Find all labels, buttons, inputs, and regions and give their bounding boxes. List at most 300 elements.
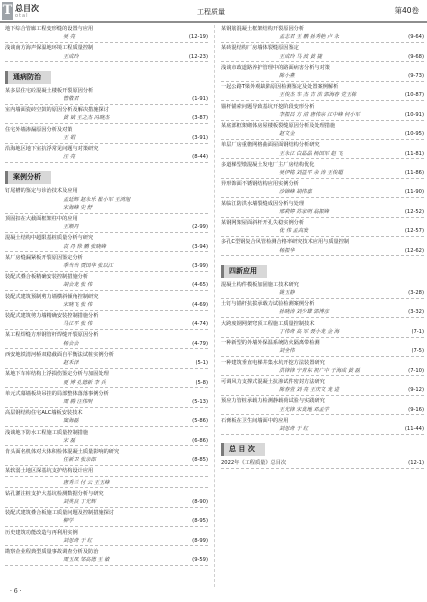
toc-entry (221, 359, 424, 375)
entry-separator (5, 329, 208, 330)
entry-authors-text: 周玉凤 邹高德 王 敏 (63, 557, 110, 564)
entry-authors-text: 夏 博 孔德新 李 兵 (63, 379, 106, 386)
entry-title-text: 高层钢结构住宅ALC墙板安装技术 (5, 410, 83, 417)
entry-separator (221, 468, 424, 469)
toc-entry (221, 83, 424, 99)
entry-separator (221, 100, 424, 101)
entry-title-text: 可调风力支撑式混凝土抗渗试件密封方法研究 (221, 378, 325, 385)
entry-page: (8-95) (192, 518, 208, 525)
toc-entry (5, 479, 208, 487)
entry-title (221, 378, 424, 386)
entry-authors (221, 386, 424, 394)
entry-title-text: 单元式幕墙板块吊挂的局部整体落落事例分析 (5, 390, 109, 397)
entry-page: (12-52) (404, 208, 424, 215)
column-divider (214, 25, 215, 587)
entry-separator (5, 476, 208, 477)
entry-page: (12-62) (404, 247, 424, 254)
entry-title (5, 126, 208, 134)
entry-authors (5, 537, 208, 545)
entry-page: (8-44) (192, 154, 208, 161)
toc-entry (5, 106, 208, 122)
entry-authors-text: 唐秀兰 付 云 王玉峰 (63, 479, 110, 486)
entry-title-text: 一种新型的外墙外保温系统防火隔离带检测 (221, 340, 320, 347)
entry-title (5, 448, 208, 456)
entry-title-text: 大跨度钢网架穹顶工程施工质量控制技术 (221, 320, 315, 327)
entry-separator (221, 61, 424, 62)
entry-authors (221, 130, 424, 138)
entry-authors (5, 281, 208, 289)
entry-title-text: 钻孔灌注桩支护大基坑检测数据分析与研究 (5, 490, 104, 497)
toc-entry (221, 219, 424, 235)
entry-title-text: 浅谈市政道路养护管理中的路面病害分析与对策 (221, 64, 330, 71)
entry-separator (5, 290, 208, 291)
entry-separator (5, 487, 208, 488)
entry-authors-text: 汪 亮 (63, 154, 76, 161)
entry-title (221, 397, 424, 405)
entry-separator (5, 565, 208, 566)
entry-authors (5, 114, 208, 122)
entry-page: (7-5) (411, 348, 424, 355)
toc-entry (221, 44, 424, 60)
entry-title-text: 单层厂房重檐网格曲面屋面钢结构分析研究 (221, 142, 320, 149)
entry-authors: 孟廷辉 赵永乐 崔小军 王鸿旭 (63, 196, 131, 203)
entry-separator (5, 61, 208, 62)
entry-authors (221, 406, 424, 414)
toc-entry (5, 187, 208, 212)
entry-authors (5, 223, 208, 231)
entry-title (221, 459, 424, 467)
entry-separator (5, 104, 208, 105)
entry-page: (11-90) (404, 189, 424, 196)
entry-separator (221, 337, 424, 338)
entry-authors (5, 53, 208, 61)
entry-separator (221, 255, 424, 256)
entry-page: (6-86) (192, 437, 208, 444)
toc-entry (5, 25, 208, 41)
entry-title (5, 44, 208, 52)
toc-entry (221, 300, 424, 316)
entry-authors (221, 247, 424, 255)
toc-entry (221, 378, 424, 394)
entry-title (5, 490, 208, 498)
section-heading: 总 目 次 (221, 443, 265, 456)
left-column (5, 25, 208, 567)
entry-title (5, 234, 208, 242)
entry-authors (5, 517, 208, 525)
entry-authors-text: 沙锦峰 胡伟嘉 (279, 189, 312, 196)
total-logo-icon: T (2, 3, 13, 18)
entry-authors-text: 管敬君 (63, 96, 79, 103)
entry-separator (5, 426, 208, 427)
entry-authors (221, 425, 424, 433)
entry-authors (221, 188, 424, 196)
entry-page: (9-12) (408, 387, 424, 394)
entry-authors (221, 150, 424, 158)
entry-page: (3-87) (192, 115, 208, 122)
entry-title-text: 某工程焊缝方形钢管杆焊缝开裂原因分析 (5, 332, 99, 339)
entry-separator (221, 317, 424, 318)
entry-separator (5, 387, 208, 388)
entry-page: (3-28) (408, 290, 424, 297)
entry-title (5, 25, 208, 33)
entry-authors-text: 宋晓飞 张 伟 (63, 301, 93, 308)
entry-page: (3-32) (408, 309, 424, 316)
entry-page: (4-65) (192, 282, 208, 289)
entry-title (5, 331, 208, 339)
entry-authors-text: 袁 丹 徐 鹏 张晓峰 (63, 243, 106, 250)
entry-page: (4-69) (192, 301, 208, 308)
entry-title-text: 某钢筋混凝土框架结构开裂原因分析 (221, 26, 305, 32)
entry-page: (8-99) (192, 537, 208, 544)
toc-entry (221, 180, 424, 196)
toc-entry (221, 397, 424, 413)
entry-separator (221, 434, 424, 435)
journal-name: 工程质量 (197, 8, 225, 16)
entry-page: (7-10) (408, 367, 424, 374)
entry-authors (5, 340, 208, 348)
entry-title (221, 180, 424, 188)
entry-page: (12-57) (404, 228, 424, 235)
entry-authors-text: 吴 亮 (63, 34, 76, 41)
entry-title-text: 预应力管桩承载力检测静载荷试验与实践研究 (221, 398, 325, 405)
entry-separator (5, 271, 208, 272)
entry-page: (3-91) (192, 134, 208, 141)
entry-page: (3-99) (192, 263, 208, 270)
entry-authors (221, 367, 424, 375)
entry-authors-text: 优 伟 孟高发 (279, 228, 309, 235)
toc-entry (221, 161, 424, 177)
entry-authors (5, 134, 208, 142)
entry-authors-text: 邢莉婷 苏家明 翁振峰 (279, 208, 329, 215)
toc-entry (221, 238, 424, 254)
entry-title-text: 锚杆锚索问题导致基坑开挖阶段变形分析 (221, 103, 315, 110)
entry-separator (221, 236, 424, 237)
entry-authors-text: 柳学 (63, 518, 74, 525)
entry-page: (5-86) (192, 418, 208, 425)
entry-title (5, 509, 208, 517)
entry-authors-text: 刘思奇 于 红 (279, 425, 309, 432)
entry-authors (5, 498, 208, 506)
entry-authors-text: 吴伊铭 刘益平 余 涛 王俊超 (279, 170, 343, 177)
entry-title-text: 混凝土结构中超限基桩质量分析与研究 (5, 235, 94, 242)
entry-authors-text: 王光锋 宋莫地 邓孟学 (279, 406, 329, 413)
entry-separator (221, 139, 424, 140)
entry-page: (11-86) (404, 170, 424, 177)
entry-title-text: 勘察企业程典型质量事故调查分析及防治 (5, 548, 99, 555)
entry-page: (4-79) (192, 340, 208, 347)
toc-entry (5, 331, 208, 347)
entry-authors-text: 李振昌 方 清 唐伟宗 江中峰 何小军 (279, 111, 360, 118)
entry-title-text: 地下综合管廊工程变形缝的设置与应用 (5, 26, 94, 32)
toc-entry (5, 467, 208, 475)
toc-entry (5, 509, 208, 525)
entry-separator (221, 197, 424, 198)
entry-title (221, 417, 424, 425)
entry-title-text: 装配式建筑预制剪力墙横斜倾角控制研究 (5, 293, 99, 300)
entry-title (221, 25, 424, 33)
toc-entry (5, 490, 208, 506)
entry-title (5, 254, 208, 262)
entry-title (221, 122, 424, 130)
entry-authors (5, 417, 208, 425)
toc-entry (5, 312, 208, 328)
entry-title-text: 多道梯型墩混凝土发电厂主厂房结构优化 (221, 161, 315, 168)
entry-page: (2-99) (192, 224, 208, 231)
entry-authors-text: 姚玉静 (279, 290, 295, 297)
entry-authors (221, 53, 424, 61)
entry-authors (221, 208, 424, 216)
entry-authors-text: 丁伟奇 高 军 聂小龙 金 海 (279, 328, 340, 335)
entry-authors (221, 91, 424, 99)
toc-entry (221, 141, 424, 157)
entry-title (221, 64, 424, 72)
entry-page: (9-73) (408, 73, 424, 80)
entry-title (221, 141, 424, 149)
entry-separator (5, 310, 208, 311)
toc-entry (5, 351, 208, 367)
entry-title-text: 某临江防洪水墙裂缝成因分析与处理 (221, 200, 305, 207)
toc-entry (5, 273, 208, 289)
section-heading: 通病防治 (5, 71, 51, 84)
entry-separator (5, 445, 208, 446)
entry-authors-text: 刘英良 丁光辉 (63, 498, 96, 505)
entry-page: (9-64) (408, 34, 424, 41)
entry-separator (5, 465, 208, 466)
entry-authors (221, 347, 424, 355)
entry-page: (8-85) (192, 457, 208, 464)
entry-authors (221, 33, 424, 41)
entry-authors (5, 243, 208, 251)
entry-title-text: 某钢网架屋面斜杆开孔失稳实例分析 (221, 220, 305, 227)
entry-separator (5, 42, 208, 43)
entry-title (221, 44, 424, 52)
entry-separator (5, 251, 208, 252)
entry-title (221, 320, 424, 328)
entry-page: (12-19) (188, 34, 208, 41)
entry-title (5, 145, 208, 153)
entry-title (5, 370, 208, 378)
entry-title (5, 351, 208, 359)
entry-title-text: 一起公路T梁外观缺陷原因检测鉴定及处置案例解析 (221, 84, 339, 91)
entry-title (5, 467, 208, 475)
entry-authors (5, 398, 208, 406)
entry-authors-text: 刘全伟 (279, 348, 295, 355)
entry-title (5, 106, 208, 114)
entry-page: (9-59) (192, 557, 208, 564)
entry-title (221, 103, 424, 111)
entry-authors (5, 153, 208, 161)
toc-entry (5, 429, 208, 445)
entry-authors (5, 95, 208, 103)
entry-title-text: 一种建筑垂直电梯井集水坑开挖方法装置研究 (221, 359, 325, 366)
entry-title-text: 住宅外墙渗漏原因分析及对策 (5, 126, 73, 133)
entry-title (221, 339, 424, 347)
entry-authors-text: 王成玲 马 波 黄 捷 (279, 53, 322, 60)
entry-title-text: 浅谈南方海声保温地环境工程质量控制 (5, 45, 94, 52)
entry-title-text: 钉尾槽的鉴定与诊治技术及应用 (5, 188, 78, 195)
entry-authors-text: 陈小燕 (279, 73, 295, 80)
entry-authors-text: 赵禾泽 (63, 360, 79, 367)
entry-separator (221, 178, 424, 179)
entry-title (5, 87, 208, 95)
entry-authors (5, 359, 208, 367)
entry-title-text: 石膏板在卫生间墙面中的应用 (221, 417, 289, 424)
page-header (0, 0, 427, 24)
volume-label: 第40卷 (394, 6, 419, 15)
entry-authors (5, 437, 208, 445)
entry-title (5, 312, 208, 320)
entry-title-text: 室内墙面瓷砖空鼓的原因分析及解决措施探讨 (5, 107, 109, 114)
entry-page: (9-16) (408, 406, 424, 413)
entry-title-text: 2022年《工程质量》总目次 (221, 460, 287, 467)
entry-title-text: 浅谈地下防水工程施工质量控制措施 (5, 429, 89, 436)
entry-authors (221, 289, 424, 297)
toc-entry (5, 145, 208, 161)
toc-entry (5, 293, 208, 309)
entry-title-text: 某厂房缝漏紧板开裂原因鉴定分析 (5, 254, 83, 261)
entry-authors (221, 169, 424, 177)
entry-title (221, 281, 424, 289)
entry-page: (10-91) (404, 111, 424, 118)
toc-entry (5, 548, 208, 564)
entry-title (5, 273, 208, 281)
toc-entry (221, 25, 424, 41)
toc-entry (221, 64, 424, 80)
entry-authors-text: 赵文金 (279, 131, 295, 138)
entry-authors (5, 33, 208, 41)
section-name-en: otal (15, 13, 29, 19)
entry-title (5, 293, 208, 301)
section-heading: 案例分析 (5, 171, 51, 184)
entry-title-text: 肯头面名机体对大体积检体混凝土质量影响的研究 (5, 448, 120, 455)
entry-authors-text: 孟志君 王 鹏 孙秀艳 卢 永 (279, 34, 340, 41)
toc-entry (5, 215, 208, 231)
entry-authors-text: 任新卫 张亲郎 (63, 457, 96, 464)
entry-separator (221, 81, 424, 82)
entry-page: (9-68) (408, 53, 424, 60)
entry-authors (221, 111, 424, 119)
entry-page: (11-44) (404, 425, 424, 432)
entry-title-text: 装配式叠合板精确安装控制措施分析 (5, 274, 89, 281)
entry-title-text: 顶固扣在大截面框架柱中的应用 (5, 216, 78, 223)
section-name: 总目次 (15, 4, 39, 13)
entry-separator (5, 368, 208, 369)
entry-authors-text: 周 腾 汪伟明 (63, 398, 93, 405)
entry-authors-text: 孙晓涛 刘少雄 郭博彦 (279, 309, 329, 316)
entry-title (5, 429, 208, 437)
entry-title-text: 西安地铁清河桥双稳截面自平衡法试桩实例分析 (5, 351, 114, 358)
toc-entry (221, 281, 424, 297)
toc-entry (5, 448, 208, 464)
entry-page: (7-1) (411, 328, 424, 335)
entry-title-text: 装配式建筑剪力墙精确安装控制措施分析 (5, 313, 99, 320)
entry-title (5, 548, 208, 556)
entry-authors-text: 陈春萱 刘 亮 王庆文 龙 进 (279, 387, 340, 394)
header-rule (0, 21, 427, 23)
entry-authors (5, 456, 208, 464)
entry-separator (221, 217, 424, 218)
entry-title (5, 390, 208, 398)
entry-title-text: 多孔C型钢复合风管检测合格率研究技术应用与质量控制 (221, 239, 350, 246)
entry-page: (10-87) (404, 92, 424, 99)
toc-entry (5, 234, 208, 250)
entry-separator (5, 545, 208, 546)
entry-title (221, 300, 424, 308)
entry-separator (221, 414, 424, 415)
entry-authors-text: 王成玲 (63, 53, 79, 60)
toc-entry (221, 320, 424, 336)
entry-title-text: 混凝土构件模板加固施工技术研究 (221, 281, 299, 288)
toc-entry (221, 122, 424, 138)
entry-authors-text: 洪锋锋 宁青东 祝广中 于海成 黄 磊 (279, 367, 360, 374)
entry-authors-text: 王俊杰 车 杰 吉 浩 郭海春 党玉栋 (279, 92, 357, 99)
entry-title (221, 359, 424, 367)
entry-authors (221, 328, 424, 336)
entry-authors-text: 胡会龙 张 伟 (63, 282, 93, 289)
entry-separator (221, 158, 424, 159)
entry-separator (221, 120, 424, 121)
toc-entry (5, 254, 208, 270)
entry-page: (10-95) (404, 131, 424, 138)
entry-authors (221, 72, 424, 80)
toc-entry (5, 390, 208, 406)
entry-title (5, 215, 208, 223)
entry-authors (221, 308, 424, 316)
entry-authors-text: 马江平 张 伟 (63, 321, 93, 328)
entry-title-text: 某地下车库结构上浮损伤鉴定分析与加固处理 (5, 371, 109, 378)
entry-separator (5, 507, 208, 508)
entry-authors (5, 262, 208, 270)
entry-page: (12-1) (408, 460, 424, 467)
entry-title-text: 沿海地区地下室抗浮常见问题与对策研究 (5, 146, 99, 153)
entry-separator (221, 42, 424, 43)
entry-title-text: 历史建筑功能改造与再利用实例 (5, 529, 78, 536)
entry-separator (5, 143, 208, 144)
toc-entry (5, 529, 208, 545)
right-column (221, 25, 424, 470)
entry-authors: 宋海峰 史 舒 (63, 204, 93, 211)
entry-separator (5, 526, 208, 527)
entry-authors (221, 227, 424, 235)
entry-authors-text: 王永江 白晶晶 杨国军 赵 飞 (279, 150, 343, 157)
entry-authors-text: 季当当 贾国华 张以江 (63, 263, 113, 270)
entry-authors-text: 窦海磊 (63, 418, 79, 425)
entry-title (5, 529, 208, 537)
entry-title (221, 200, 424, 208)
entry-authors-text: 宋 磊 (63, 437, 76, 444)
entry-page: (4-74) (192, 321, 208, 328)
entry-authors-text: 刘思奇 于 红 (63, 537, 93, 544)
entry-separator (221, 395, 424, 396)
entry-separator (5, 162, 208, 163)
entry-separator (221, 356, 424, 357)
toc-entry (221, 200, 424, 216)
entry-title-text: 某砖混结构厂房墙体裂缝原因鉴定 (221, 45, 299, 52)
toc-entry (5, 87, 208, 103)
toc-entry (221, 103, 424, 119)
entry-authors (5, 479, 208, 487)
entry-title-text: 某底部框架砌体房屋楼板裂缝原因分析及处理措施 (221, 123, 336, 130)
entry-authors (5, 320, 208, 328)
toc-entry (5, 44, 208, 60)
entry-title (5, 187, 208, 195)
toc-entry (221, 417, 424, 433)
toc-entry (221, 459, 424, 467)
entry-title-text: 异形饰面不锈钢结构应用实例分析 (221, 181, 299, 188)
toc-entry (5, 370, 208, 386)
entry-authors (5, 379, 208, 387)
entry-title (221, 219, 424, 227)
